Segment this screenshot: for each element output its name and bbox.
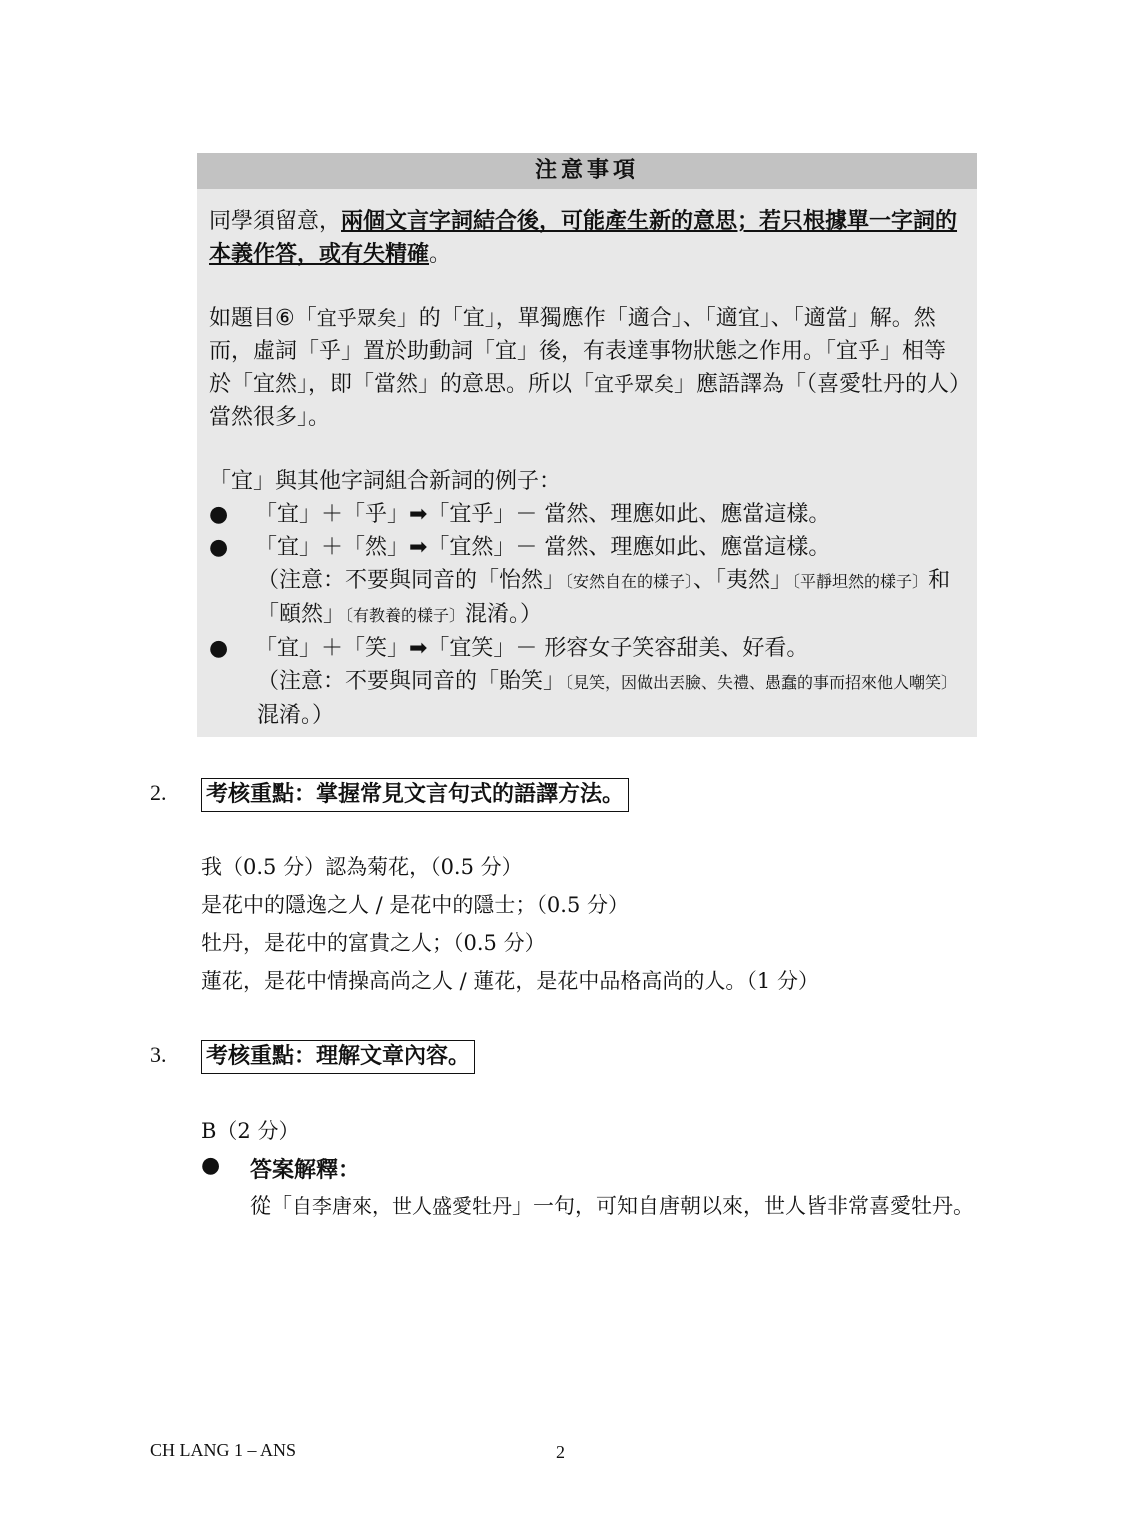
- note2-b: 〔安然自在的樣子〕: [565, 572, 694, 591]
- notice-p1-end: 。: [429, 242, 452, 267]
- notice-p2-c: 」應語譯為「（喜愛牡丹的人）當然很多」。: [209, 372, 961, 430]
- bullet-icon: ●: [209, 535, 229, 560]
- bullet-icon: ●: [209, 636, 229, 661]
- note2-c: 、「夷然」: [693, 568, 793, 593]
- example-text-1: 「宜」＋「乎」➡「宜乎」－ 當然、理應如此、應當這樣。: [255, 502, 831, 527]
- example-text-2: 「宜」＋「然」➡「宜然」－ 當然、理應如此、應當這樣。: [255, 535, 831, 560]
- notice-p1-start: 同學須留意，: [209, 209, 342, 234]
- expl-quote: 自李唐來，世人盛愛牡丹: [292, 1194, 512, 1218]
- note2-d: 〔平靜坦然的樣子〕: [792, 572, 929, 591]
- example-item-3: [209, 632, 965, 665]
- page-number: 2: [556, 1442, 565, 1462]
- notice-p2-quote-1: 宜乎眾矣: [316, 306, 397, 330]
- example-note-3: [209, 665, 965, 732]
- notice-p2-a: 如題目⑥「: [209, 306, 317, 331]
- notice-paragraph-1: [209, 205, 965, 271]
- note3-c: 混淆。）: [257, 703, 335, 728]
- question-2-title: 考核重點：掌握常見文言句式的語譯方法。: [201, 778, 629, 812]
- note2-e: 和「頤然」: [257, 568, 951, 627]
- notice-p2-b: 」的「宜」，單獨應作「適合」、「適宜」、「適當」解。然而，虛詞「乎」置於助動詞「宜」後，有表達事物狀態之作用。「宜乎」相等於「宜然」，即「當然」的意思。所以「: [209, 306, 947, 397]
- note2-f: 〔有教養的樣子〕: [345, 606, 466, 625]
- question-2-answer-line-1: 我（0.5 分）認為菊花，（0.5 分）: [201, 855, 523, 879]
- note2-a: （注意：不要與同音的「怡然」: [257, 568, 566, 593]
- notice-body: [197, 189, 977, 732]
- example-text-3: 「宜」＋「笑」➡「宜笑」－ 形容女子笑容甜美、好看。: [255, 636, 809, 661]
- notice-p2-quote-2: 宜乎眾矣: [594, 372, 675, 396]
- notice-title: 注意事項: [197, 153, 977, 189]
- answer-explanation-title: 答案解釋：: [250, 1158, 361, 1183]
- bullet-icon: ●: [209, 502, 229, 527]
- question-2-answer-line-2: 是花中的隱逸之人 / 是花中的隱士；（0.5 分）: [201, 893, 629, 917]
- question-3-title: 考核重點：理解文章內容。: [201, 1040, 475, 1074]
- question-2-answer-line-3: 牡丹，是花中的富貴之人；（0.5 分）: [201, 931, 546, 955]
- example-item-1: [209, 498, 965, 531]
- notice-box: [197, 153, 977, 737]
- bullet-icon: ●: [201, 1153, 221, 1178]
- note3-a: （注意：不要與同音的「貽笑」: [257, 669, 566, 694]
- footer-code: CH LANG 1 – ANS: [150, 1440, 297, 1460]
- question-3-number: 3.: [150, 1042, 167, 1067]
- example-note-2: [209, 564, 965, 632]
- note3-b: 〔見笑，因做出丟臉、失禮、愚蠢的事而招來他人嘲笑〕: [565, 673, 958, 692]
- note2-g: 混淆。）: [465, 602, 543, 627]
- question-2-answer-line-4: 蓮花，是花中情操高尚之人 / 蓮花，是花中品格高尚的人。（1 分）: [201, 969, 819, 993]
- notice-p1-emphasis: 兩個文言字詞結合後，可能產生新的意思；若只根據單一字詞的本義作答，或有失精確: [209, 209, 958, 267]
- examples-intro: 「宜」與其他字詞組合新詞的例子：: [209, 469, 562, 494]
- question-3-answer: B（2 分）: [201, 1119, 300, 1143]
- expl-b: 」一句，可知自唐朝以來，世人皆非常喜愛牡丹。: [512, 1194, 974, 1218]
- notice-paragraph-2: [209, 302, 965, 434]
- expl-a: 從「: [250, 1194, 292, 1218]
- question-2-number: 2.: [150, 780, 167, 805]
- example-item-2: [209, 531, 965, 564]
- answer-explanation-text: [250, 1188, 980, 1224]
